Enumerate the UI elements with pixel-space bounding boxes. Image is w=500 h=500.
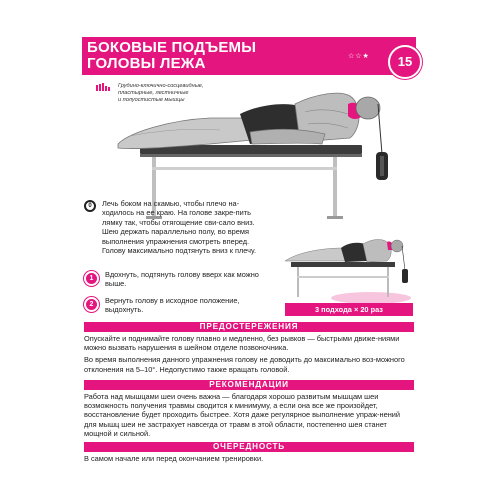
difficulty-stars-icon: ☆☆★ (348, 53, 370, 60)
step-1-badge: 1 (84, 271, 99, 286)
precautions-paragraph-2: Во время выполнения данного упражнения голову не доводить до максимально воз-можного отклонения на 5–10°. Недопустимо также вращать головой. (84, 355, 405, 374)
step-start-text: Лечь боком на скамью, чтобы плечо на-ходилось на ее краю. На голове закре-пить лямку так, чтобы отягощение сви-сало вниз. Шею держать параллельно полу, во время выполнения упражнения смотреть вперед. Голову максимально подтянуть вниз к плечу. (102, 199, 257, 256)
step-1-text: Вдохнуть, подтянуть голову вверх как можно выше. (105, 270, 259, 289)
order-paragraph-1: В самом начале или перед окончанием тренировки. (84, 454, 264, 463)
order-section (84, 442, 414, 463)
precautions-heading: ПРЕДОСТЕРЕЖЕНИЯ (84, 322, 414, 332)
precautions-paragraph-1: Опускайте и поднимайте голову плавно и медленно, без рывков — быстрыми движе-ниями можно вызвать нарушения в шейном отделе позвоночника. (84, 334, 400, 353)
secondary-exercise-illustration (283, 236, 413, 304)
exercise-number-badge: 15 (388, 45, 422, 79)
step-2-text: Вернуть голову в исходное положение, выдохнуть. (105, 296, 240, 315)
order-heading: ОЧЕРЕДНОСТЬ (84, 442, 414, 452)
title-line-2: ГОЛОВЫ ЛЕЖА (87, 55, 206, 72)
recommendations-heading: РЕКОМЕНДАЦИИ (84, 380, 414, 390)
step-2 (84, 296, 262, 315)
step-start (84, 199, 262, 255)
step-1 (84, 270, 262, 289)
step-start-badge: 0 (84, 200, 96, 212)
muscles-line-1: Грудино-ключично-сосцевидные, (118, 83, 204, 89)
muscles-line-3: и полуостистые мышцы (118, 97, 185, 103)
recommendations-section (84, 380, 414, 438)
muscles-line-2: пластырные, лестничные (118, 90, 189, 96)
muscle-bars-icon (96, 83, 112, 91)
title-bar (82, 37, 416, 75)
recommendations-paragraph-1: Работа над мышцами шеи очень важна — благодаря хорошо развитым мышцам шеи возможность получения травмы сводится к минимуму, а если она все же произойдет, восстановление будет проходить быстрее. Хотя даже регулярное выполнение упраж-нений для мышц шеи не застрахует навсегда от травм в этой области, постепенно шея станет мощной и сильной. (84, 392, 401, 438)
title-line-1: БОКОВЫЕ ПОДЪЕМЫ (87, 39, 257, 56)
sets-reps-label: 3 подхода × 20 раз (285, 303, 413, 316)
step-2-badge: 2 (84, 297, 99, 312)
precautions-section (84, 322, 414, 374)
